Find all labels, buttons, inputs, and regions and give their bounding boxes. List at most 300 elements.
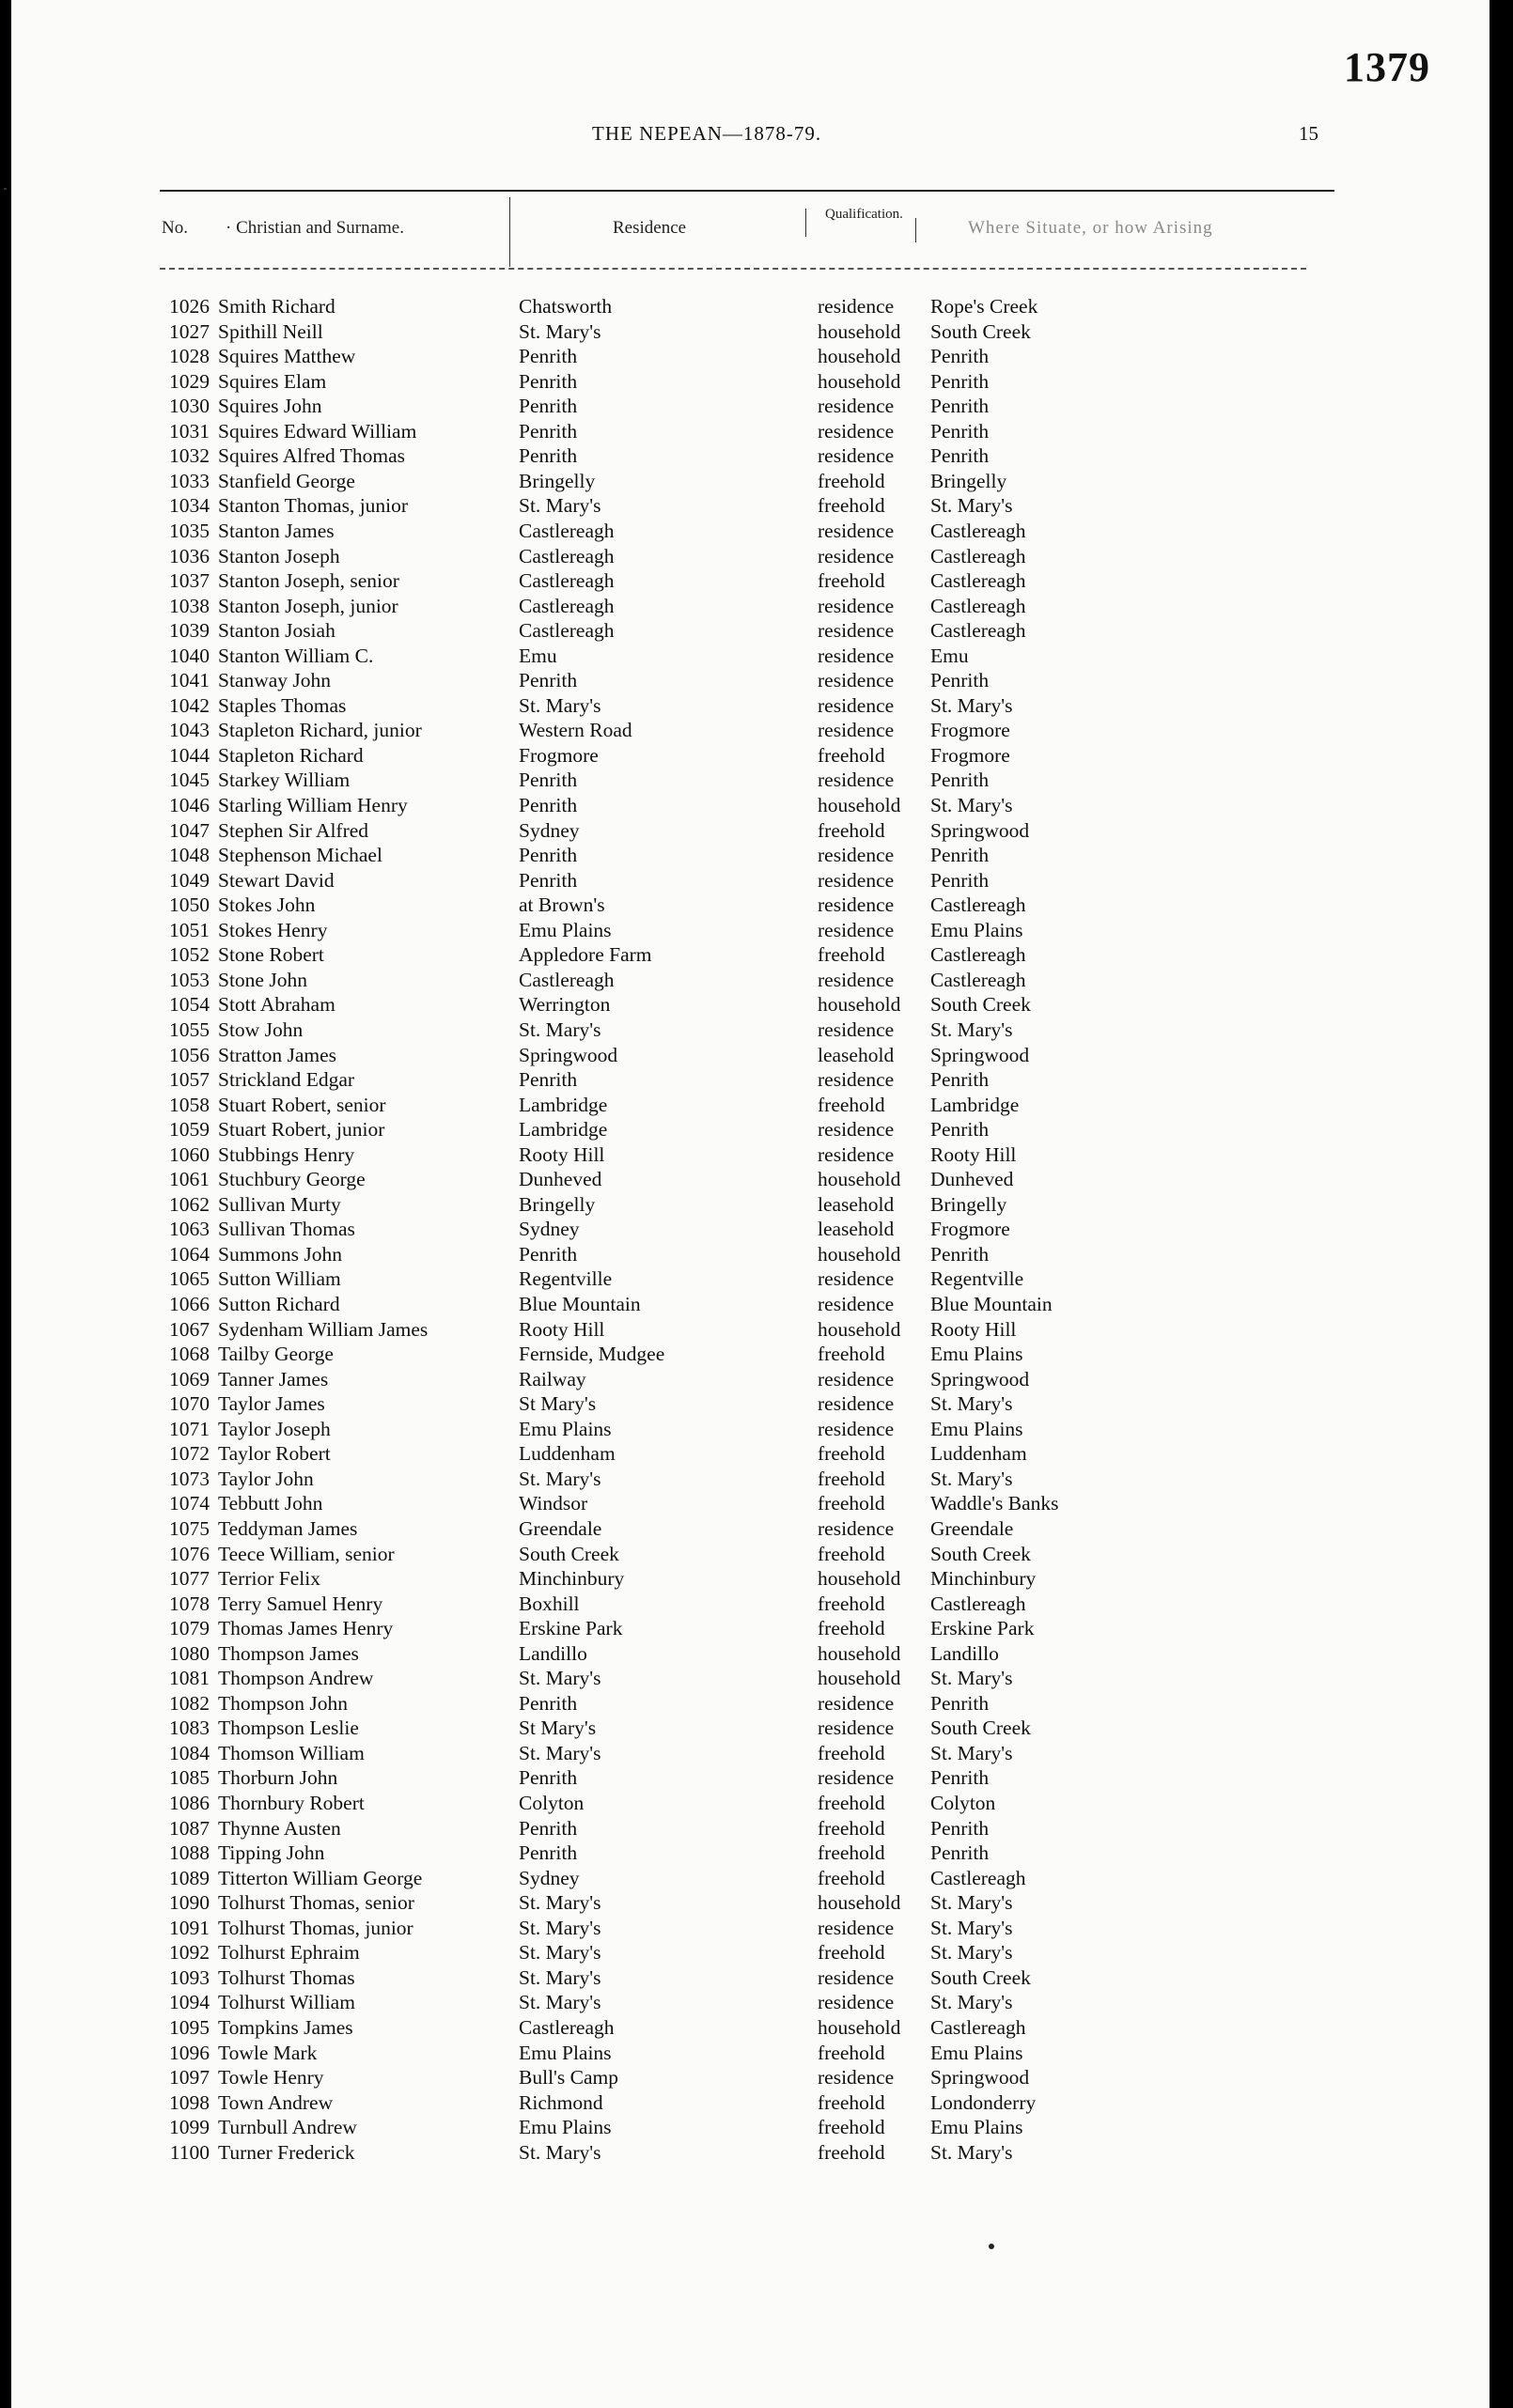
- where-situate: Penrith: [930, 1841, 990, 1865]
- voter-qualification: leasehold: [818, 1192, 895, 1216]
- table-row: [11, 394, 1490, 418]
- where-situate: Penrith: [930, 769, 990, 792]
- table-row: [11, 693, 1490, 718]
- voter-name: Stapleton Richard: [218, 743, 364, 767]
- table-row: [11, 1292, 1490, 1316]
- voter-name: Teece William, senior: [218, 1542, 395, 1565]
- where-situate: St. Mary's: [930, 1467, 1013, 1490]
- voter-qualification: residence: [818, 1965, 895, 1989]
- voter-qualification: residence: [818, 1766, 895, 1790]
- entry-number: 1052: [169, 943, 210, 967]
- table-row: [11, 668, 1490, 692]
- column-divider: [805, 209, 806, 237]
- voter-qualification: household: [818, 1317, 901, 1341]
- where-situate: Rooty Hill: [930, 1317, 1017, 1341]
- voter-qualification: freehold: [818, 1542, 885, 1565]
- voter-name: Stokes John: [218, 893, 316, 917]
- voter-name: Thompson Leslie: [218, 1717, 359, 1740]
- entry-number: 1067: [169, 1317, 210, 1341]
- voter-name: Smith Richard: [218, 295, 335, 318]
- where-situate: Luddenham: [930, 1442, 1027, 1466]
- voter-qualification: freehold: [818, 1093, 885, 1116]
- voter-qualification: freehold: [818, 569, 885, 593]
- voter-name: Thompson James: [218, 1641, 359, 1665]
- where-situate: Penrith: [930, 1118, 990, 1142]
- where-situate: Waddle's Banks: [930, 1492, 1059, 1515]
- table-row: [11, 768, 1490, 792]
- entry-number: 1097: [169, 2066, 210, 2090]
- entry-number: 1091: [169, 1916, 210, 1939]
- where-situate: Penrith: [930, 345, 990, 368]
- voter-residence: Sydney: [519, 1218, 580, 1241]
- entry-number: 1030: [169, 395, 210, 418]
- where-situate: Castlereagh: [930, 1592, 1026, 1615]
- where-situate: Castlereagh: [930, 943, 1026, 967]
- voter-name: Towle Mark: [218, 2041, 318, 2064]
- voter-name: Sullivan Murty: [218, 1192, 341, 1216]
- entry-number: 1034: [169, 494, 210, 518]
- voter-qualification: household: [818, 1641, 901, 1665]
- voter-name: Stuart Robert, senior: [218, 1093, 386, 1116]
- where-situate: Emu Plains: [930, 2041, 1023, 2064]
- voter-residence: Bringelly: [519, 469, 596, 492]
- voter-qualification: household: [818, 1667, 901, 1690]
- voter-residence: Lambridge: [519, 1093, 608, 1116]
- entry-number: 1062: [169, 1192, 210, 1216]
- table-row: [11, 369, 1490, 394]
- voter-residence: South Creek: [519, 1542, 619, 1565]
- voter-name: Sutton Richard: [218, 1293, 340, 1315]
- table-row: [11, 519, 1490, 543]
- voter-residence: Dunheved: [519, 1168, 602, 1191]
- table-row: [11, 1441, 1490, 1466]
- where-situate: Springwood: [930, 2066, 1030, 2090]
- voter-name: Turnbull Andrew: [218, 2116, 357, 2139]
- voter-name: Stuchbury George: [218, 1168, 366, 1191]
- voter-qualification: residence: [818, 844, 895, 867]
- table-row: [11, 1167, 1490, 1191]
- table-row: [11, 718, 1490, 742]
- voter-qualification: freehold: [818, 1792, 885, 1814]
- voter-residence: Minchinbury: [519, 1567, 625, 1591]
- voter-name: Starkey William: [218, 769, 351, 792]
- voter-qualification: freehold: [818, 1467, 885, 1490]
- voter-residence: Boxhill: [519, 1592, 580, 1615]
- entry-number: 1070: [169, 1392, 210, 1416]
- table-row: [11, 793, 1490, 817]
- voter-residence: Emu Plains: [519, 1417, 612, 1440]
- voter-qualification: freehold: [818, 1592, 885, 1615]
- voter-residence: Castlereagh: [519, 569, 615, 593]
- voter-residence: St. Mary's: [519, 2140, 601, 2164]
- where-situate: Frogmore: [930, 1218, 1010, 1241]
- voter-name: Titterton William George: [218, 1866, 423, 1889]
- entry-number: 1061: [169, 1168, 210, 1191]
- table-row: [11, 493, 1490, 518]
- table-row: [11, 1391, 1490, 1416]
- where-situate: South Creek: [930, 1717, 1031, 1740]
- voter-name: Stanton Thomas, junior: [218, 494, 409, 518]
- voter-qualification: freehold: [818, 1492, 885, 1515]
- entry-number: 1093: [169, 1965, 210, 1989]
- voter-name: Stokes Henry: [218, 918, 328, 941]
- table-row: [11, 1192, 1490, 1217]
- voter-residence: Luddenham: [519, 1442, 616, 1466]
- voter-residence: Castlereagh: [519, 619, 615, 643]
- voter-qualification: residence: [818, 769, 895, 792]
- voter-name: Sydenham William James: [218, 1317, 429, 1341]
- entry-number: 1059: [169, 1118, 210, 1142]
- voter-residence: Emu Plains: [519, 2041, 612, 2064]
- voter-name: Thomas James Henry: [218, 1617, 394, 1640]
- voter-name: Thomson William: [218, 1741, 365, 1764]
- voter-name: Stephen Sir Alfred: [218, 818, 369, 842]
- voter-qualification: freehold: [818, 2140, 885, 2164]
- voter-name: Stanton James: [218, 519, 335, 542]
- voter-name: Tailby George: [218, 1343, 334, 1366]
- entry-number: 1054: [169, 993, 210, 1017]
- table-row: [11, 1641, 1490, 1666]
- voter-qualification: freehold: [818, 2090, 885, 2114]
- entry-number: 1042: [169, 693, 210, 717]
- table-row: [11, 568, 1490, 593]
- voter-qualification: freehold: [818, 469, 885, 492]
- voter-residence: Castlereagh: [519, 519, 615, 542]
- where-situate: Emu Plains: [930, 918, 1023, 941]
- voter-residence: St. Mary's: [519, 1941, 601, 1965]
- where-situate: Blue Mountain: [930, 1293, 1053, 1315]
- voter-qualification: residence: [818, 544, 895, 567]
- voter-name: Squires Matthew: [218, 345, 356, 368]
- voter-name: Squires Edward William: [218, 419, 417, 443]
- table-row: [11, 344, 1490, 368]
- where-situate: St. Mary's: [930, 1891, 1013, 1915]
- voter-residence: Emu Plains: [519, 918, 612, 941]
- voter-qualification: residence: [818, 644, 895, 667]
- voter-qualification: freehold: [818, 1866, 885, 1889]
- table-row: [11, 1741, 1490, 1765]
- voter-name: Summons John: [218, 1242, 343, 1266]
- voter-residence: St. Mary's: [519, 1467, 601, 1490]
- voter-name: Stephenson Michael: [218, 844, 382, 867]
- table-row: [11, 1367, 1490, 1391]
- scan-speck: [4, 188, 7, 190]
- ink-dot: [989, 2244, 994, 2249]
- entry-number: 1027: [169, 319, 210, 343]
- voter-residence: St. Mary's: [519, 1018, 601, 1041]
- voter-name: Stanton Josiah: [218, 619, 335, 643]
- voter-residence: Penrith: [519, 345, 578, 368]
- where-situate: Bringelly: [930, 469, 1007, 492]
- table-row: [11, 893, 1490, 917]
- voter-qualification: household: [818, 369, 901, 393]
- entry-number: 1033: [169, 469, 210, 492]
- voter-name: Stanton Joseph, senior: [218, 569, 399, 593]
- entry-number: 1043: [169, 719, 210, 742]
- where-situate: St. Mary's: [930, 1018, 1013, 1041]
- column-divider: [509, 197, 510, 267]
- voter-residence: St. Mary's: [519, 1916, 601, 1939]
- table-row: [11, 1018, 1490, 1042]
- voter-qualification: freehold: [818, 743, 885, 767]
- table-row: [11, 1765, 1490, 1790]
- voter-qualification: residence: [818, 295, 895, 318]
- where-situate: Castlereagh: [930, 2015, 1026, 2039]
- where-situate: Penrith: [930, 1068, 990, 1092]
- where-situate: St. Mary's: [930, 794, 1013, 816]
- entry-number: 1094: [169, 1991, 210, 2014]
- voter-residence: Penrith: [519, 669, 578, 692]
- where-situate: Castlereagh: [930, 594, 1026, 617]
- where-situate: Regentville: [930, 1267, 1024, 1291]
- voter-qualification: residence: [818, 918, 895, 941]
- voter-residence: St. Mary's: [519, 1965, 601, 1989]
- voter-residence: Frogmore: [519, 743, 599, 767]
- voter-residence: Penrith: [519, 369, 578, 393]
- where-situate: Castlereagh: [930, 569, 1026, 593]
- where-situate: St. Mary's: [930, 1667, 1013, 1690]
- voter-residence: St. Mary's: [519, 494, 601, 518]
- entry-number: 1072: [169, 1442, 210, 1466]
- table-row: [11, 469, 1490, 493]
- where-situate: Penrith: [930, 369, 990, 393]
- table-row: [11, 419, 1490, 443]
- where-situate: Dunheved: [930, 1168, 1014, 1191]
- voter-qualification: residence: [818, 669, 895, 692]
- entry-number: 1050: [169, 893, 210, 917]
- header-name: · Christian and Surname.: [226, 218, 404, 238]
- voter-name: Taylor James: [218, 1392, 325, 1416]
- table-row: [11, 2115, 1490, 2139]
- where-situate: St. Mary's: [930, 1941, 1013, 1965]
- voter-name: Sullivan Thomas: [218, 1218, 355, 1241]
- voter-residence: Rooty Hill: [519, 1317, 605, 1341]
- where-situate: Penrith: [930, 669, 990, 692]
- where-situate: Springwood: [930, 1043, 1030, 1066]
- voter-name: Terrior Felix: [218, 1567, 320, 1591]
- entry-number: 1029: [169, 369, 210, 393]
- table-row: [11, 1940, 1490, 1965]
- column-divider: [915, 218, 916, 242]
- entry-number: 1049: [169, 868, 210, 892]
- where-situate: Londonderry: [930, 2090, 1037, 2114]
- entry-number: 1077: [169, 1567, 210, 1591]
- entry-number: 1032: [169, 444, 210, 468]
- voter-qualification: residence: [818, 1018, 895, 1041]
- where-situate: St. Mary's: [930, 494, 1013, 518]
- table-row: [11, 1266, 1490, 1291]
- entry-number: 1040: [169, 644, 210, 667]
- voter-residence: Regentville: [519, 1267, 613, 1291]
- where-situate: Rope's Creek: [930, 295, 1038, 318]
- table-row: [11, 918, 1490, 942]
- voter-qualification: freehold: [818, 494, 885, 518]
- voter-qualification: freehold: [818, 1941, 885, 1965]
- table-row: [11, 544, 1490, 568]
- voter-name: Sutton William: [218, 1267, 341, 1291]
- table-row: [11, 868, 1490, 893]
- voter-residence: St. Mary's: [519, 1667, 601, 1690]
- table-row: [11, 1067, 1490, 1092]
- where-situate: South Creek: [930, 993, 1031, 1017]
- entry-number: 1078: [169, 1592, 210, 1615]
- voter-name: Tolhurst Thomas, senior: [218, 1891, 414, 1915]
- running-header: THE NEPEAN—1878-79.: [592, 122, 822, 145]
- voter-residence: Fernside, Mudgee: [519, 1343, 665, 1366]
- entry-number: 1099: [169, 2116, 210, 2139]
- voter-residence: Penrith: [519, 444, 578, 468]
- entry-number: 1037: [169, 569, 210, 593]
- entry-number: 1041: [169, 669, 210, 692]
- voter-residence: Penrith: [519, 1242, 578, 1266]
- voter-qualification: residence: [818, 1717, 895, 1740]
- voter-residence: Penrith: [519, 1766, 578, 1790]
- voter-qualification: residence: [818, 2066, 895, 2090]
- voter-qualification: freehold: [818, 818, 885, 842]
- voter-residence: St. Mary's: [519, 1891, 601, 1915]
- where-situate: Lambridge: [930, 1093, 1020, 1116]
- where-situate: Penrith: [930, 444, 990, 468]
- voter-residence: Blue Mountain: [519, 1293, 641, 1315]
- entry-number: 1053: [169, 968, 210, 991]
- entry-number: 1082: [169, 1691, 210, 1715]
- voter-qualification: freehold: [818, 1741, 885, 1764]
- entry-number: 1100: [169, 2140, 210, 2164]
- where-situate: South Creek: [930, 1965, 1031, 1989]
- entry-number: 1039: [169, 619, 210, 643]
- where-situate: Castlereagh: [930, 619, 1026, 643]
- where-situate: Springwood: [930, 1367, 1030, 1390]
- where-situate: St. Mary's: [930, 1392, 1013, 1416]
- entry-number: 1066: [169, 1293, 210, 1315]
- voter-qualification: residence: [818, 868, 895, 892]
- entry-number: 1081: [169, 1667, 210, 1690]
- voter-residence: Springwood: [519, 1043, 618, 1066]
- voter-name: Stratton James: [218, 1043, 336, 1066]
- header-residence: Residence: [613, 218, 687, 238]
- voter-name: Tolhurst Thomas, junior: [218, 1916, 413, 1939]
- voter-name: Tanner James: [218, 1367, 329, 1390]
- voter-qualification: residence: [818, 893, 895, 917]
- where-situate: Penrith: [930, 1242, 990, 1266]
- entry-number: 1055: [169, 1018, 210, 1041]
- voter-name: Stewart David: [218, 868, 335, 892]
- entry-number: 1096: [169, 2041, 210, 2064]
- entry-number: 1031: [169, 419, 210, 443]
- voter-qualification: leasehold: [818, 1043, 895, 1066]
- voter-residence: Castlereagh: [519, 968, 615, 991]
- where-situate: Colyton: [930, 1792, 996, 1814]
- voter-residence: at Brown's: [519, 893, 605, 917]
- where-situate: Castlereagh: [930, 893, 1026, 917]
- voter-name: Tebbutt John: [218, 1492, 323, 1515]
- voter-residence: Castlereagh: [519, 2015, 615, 2039]
- entry-number: 1045: [169, 769, 210, 792]
- where-situate: Bringelly: [930, 1192, 1007, 1216]
- where-situate: Penrith: [930, 1691, 990, 1715]
- entry-number: 1083: [169, 1717, 210, 1740]
- entry-number: 1085: [169, 1766, 210, 1790]
- table-row: [11, 1542, 1490, 1566]
- voter-name: Spithill Neill: [218, 319, 323, 343]
- entry-number: 1038: [169, 594, 210, 617]
- table-row: [11, 818, 1490, 843]
- voter-qualification: residence: [818, 1367, 895, 1390]
- table-row: [11, 1866, 1490, 1890]
- where-situate: St. Mary's: [930, 2140, 1013, 2164]
- entry-number: 1051: [169, 918, 210, 941]
- table-row: [11, 1516, 1490, 1541]
- where-situate: St. Mary's: [930, 1741, 1013, 1764]
- voter-qualification: household: [818, 2015, 901, 2039]
- voter-name: Stanway John: [218, 669, 332, 692]
- where-situate: St. Mary's: [930, 1991, 1013, 2014]
- entry-number: 1036: [169, 544, 210, 567]
- where-situate: Penrith: [930, 395, 990, 418]
- voter-qualification: freehold: [818, 943, 885, 967]
- voter-name: Teddyman James: [218, 1516, 358, 1540]
- table-row: [11, 1117, 1490, 1142]
- entry-number: 1098: [169, 2090, 210, 2114]
- voter-qualification: residence: [818, 619, 895, 643]
- voter-residence: Bull's Camp: [519, 2066, 619, 2090]
- table-row: [11, 942, 1490, 967]
- voter-residence: St. Mary's: [519, 1741, 601, 1764]
- where-situate: Frogmore: [930, 743, 1010, 767]
- entry-number: 1035: [169, 519, 210, 542]
- where-situate: Landillo: [930, 1641, 999, 1665]
- table-row: [11, 2090, 1490, 2115]
- voter-residence: Werrington: [519, 993, 611, 1017]
- voter-residence: Penrith: [519, 1068, 578, 1092]
- voter-residence: Landillo: [519, 1641, 587, 1665]
- voter-qualification: residence: [818, 1916, 895, 1939]
- where-situate: Erskine Park: [930, 1617, 1035, 1640]
- entry-number: 1071: [169, 1417, 210, 1440]
- entry-number: 1056: [169, 1043, 210, 1066]
- voter-name: Stanton Joseph, junior: [218, 594, 398, 617]
- where-situate: Emu Plains: [930, 1343, 1023, 1366]
- where-situate: Greendale: [930, 1516, 1014, 1540]
- voter-residence: Penrith: [519, 419, 578, 443]
- voter-residence: Lambridge: [519, 1118, 608, 1142]
- entry-number: 1080: [169, 1641, 210, 1665]
- table-row: [11, 319, 1490, 344]
- table-row: [11, 618, 1490, 643]
- voter-qualification: household: [818, 794, 901, 816]
- voter-name: Tolhurst William: [218, 1991, 355, 2014]
- voter-residence: Windsor: [519, 1492, 588, 1515]
- entry-number: 1048: [169, 844, 210, 867]
- voter-qualification: residence: [818, 1417, 895, 1440]
- table-row: [11, 2015, 1490, 2040]
- voter-qualification: household: [818, 1168, 901, 1191]
- entry-number: 1084: [169, 1741, 210, 1764]
- voter-qualification: household: [818, 1567, 901, 1591]
- voter-qualification: freehold: [818, 2041, 885, 2064]
- voter-qualification: residence: [818, 395, 895, 418]
- entry-number: 1092: [169, 1941, 210, 1965]
- table-row: [11, 992, 1490, 1017]
- entry-number: 1079: [169, 1617, 210, 1640]
- voter-qualification: residence: [818, 519, 895, 542]
- voter-name: Tipping John: [218, 1841, 325, 1865]
- voter-residence: Western Road: [519, 719, 632, 742]
- header-where-situate: Where Situate, or how Arising: [968, 218, 1213, 238]
- table-row: [11, 2041, 1490, 2065]
- table-row: [11, 2065, 1490, 2090]
- page-number: 1379: [1344, 44, 1430, 90]
